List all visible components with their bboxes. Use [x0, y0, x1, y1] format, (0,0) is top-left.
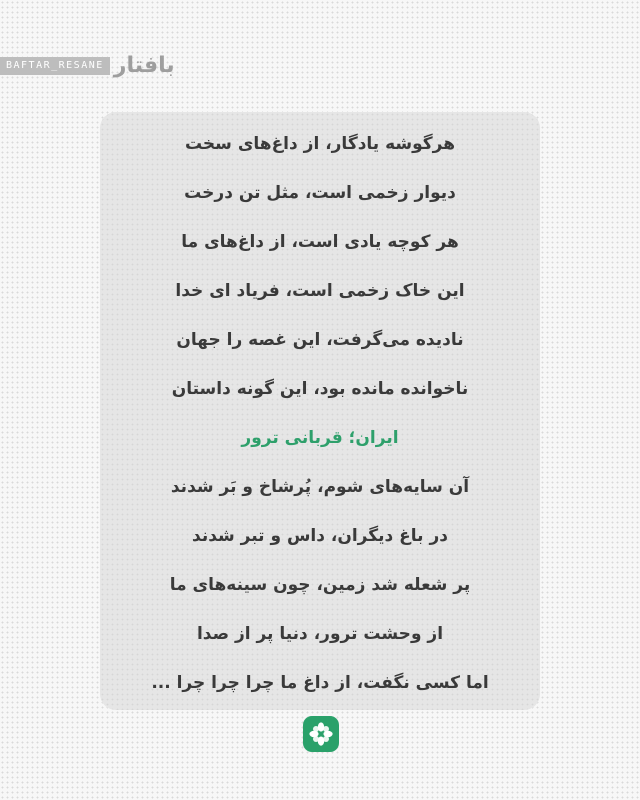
poem-line-2: دیوار زخمی است، مثل تن درخت	[184, 183, 456, 203]
brand-tag: BAFTAR_RESANE	[0, 57, 110, 75]
poem-line-10: از وحشت ترور، دنیا پر از صدا	[196, 624, 444, 644]
footer-badge	[303, 716, 339, 752]
brand-logo: بافتار	[113, 53, 175, 78]
poem-line-4: این خاک زخمی است، فریاد ای خدا	[175, 281, 465, 301]
poem-line-3: هر کوچه یادی است، از داغ‌های ما	[181, 232, 459, 252]
poem-line-5: نادیده می‌گرفت، این غصه را جهان	[176, 330, 464, 350]
poem-line-8: در باغ دیگران، داس و تبر شدند	[192, 526, 448, 546]
poem-line-6: ناخوانده مانده بود، این گونه داستان	[171, 379, 469, 399]
poem-heading: ایران؛ قربانی ترور	[241, 428, 399, 448]
brand-header	[0, 54, 175, 78]
poem-line-11: اما کسی نگفت، از داغ ما چرا چرا چرا ...	[151, 673, 489, 693]
poem-line-1: هرگوشه یادگار، از داغ‌های سخت	[184, 134, 456, 154]
flower-icon	[308, 721, 334, 747]
poem-line-7: آن سایه‌های شوم، پُرشاخ و بَر شدند	[170, 477, 470, 497]
poem-line-9: پر شعله شد زمین، چون سینه‌های ما	[169, 575, 471, 595]
poem-card	[100, 112, 540, 710]
